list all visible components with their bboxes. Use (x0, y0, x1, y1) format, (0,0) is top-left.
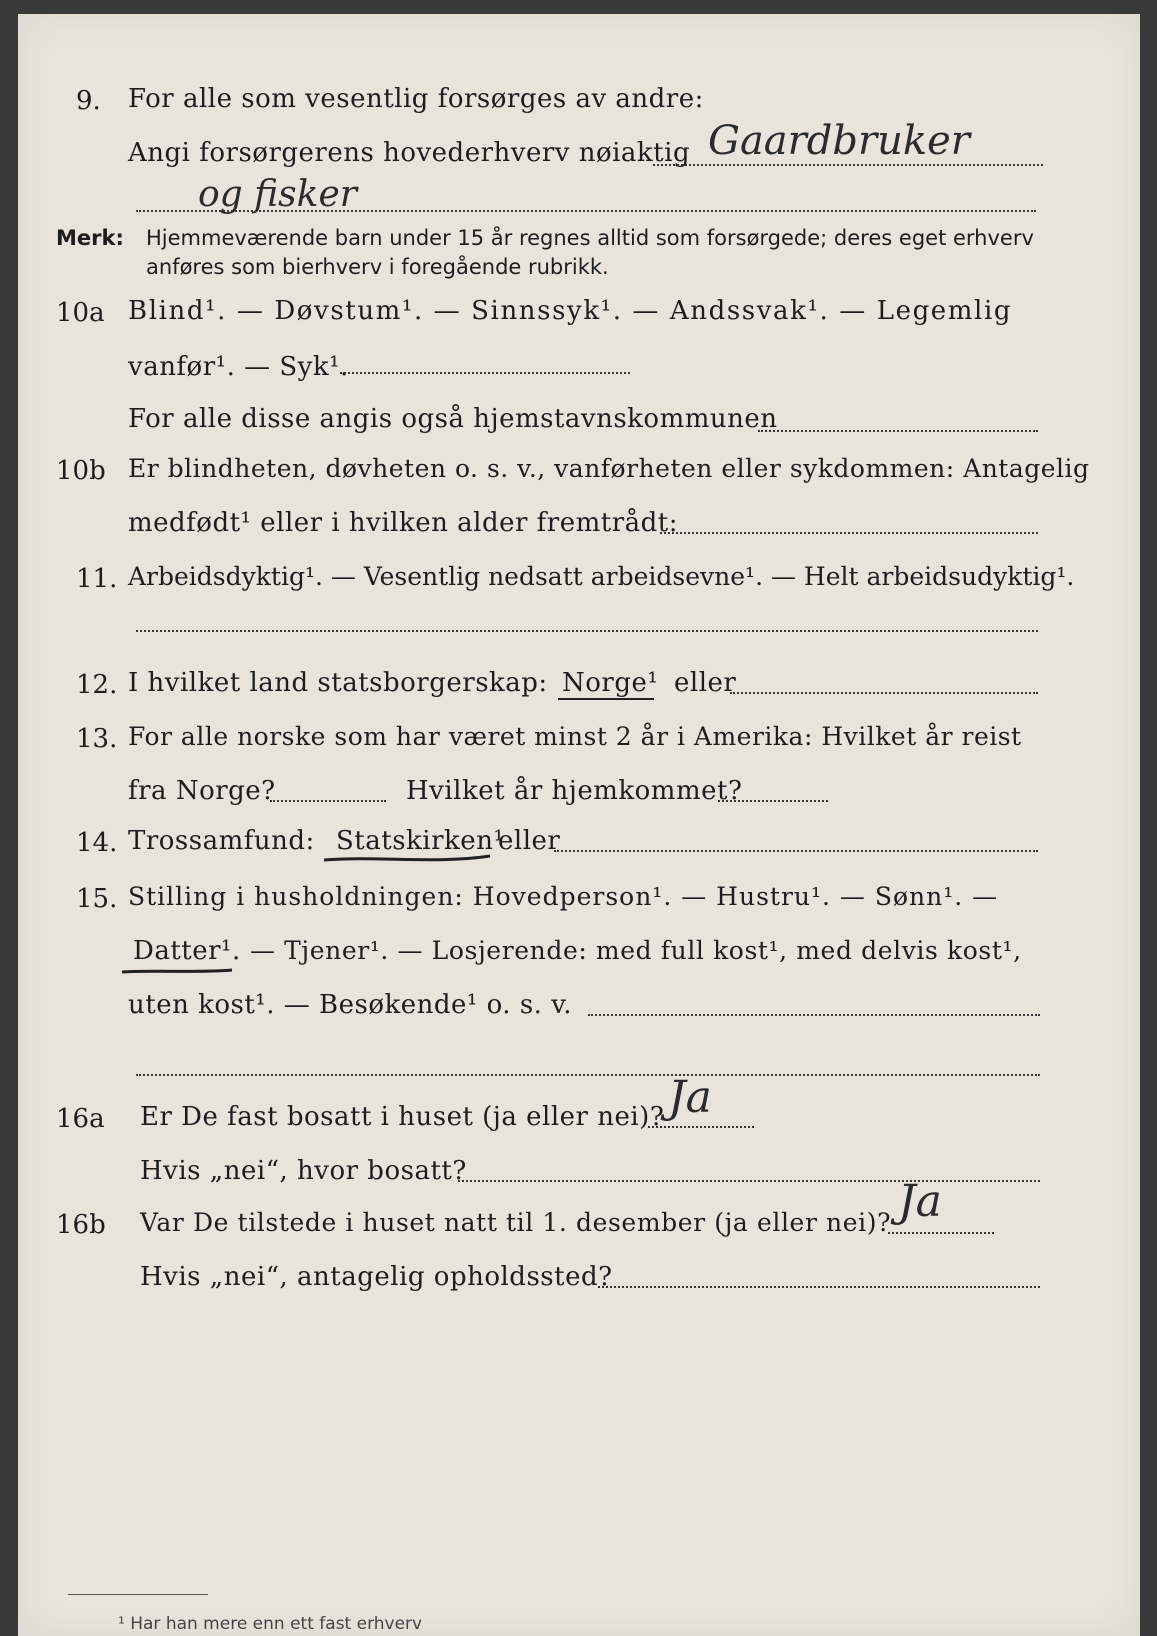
q16b-number: 16b (56, 1210, 106, 1240)
footnote-rule (68, 1594, 208, 1595)
q14-dotted-line (554, 850, 1038, 852)
q9-dotted-line-1 (653, 164, 1043, 166)
census-form-page (18, 14, 1140, 1636)
q10a-number: 10a (56, 298, 105, 328)
q12-eller: eller (674, 668, 737, 698)
q15-line3: uten kost¹. — Besøkende¹ o. s. v. (128, 990, 573, 1020)
q14-number: 14. (76, 828, 118, 858)
q10a-dotted-line-1 (340, 372, 630, 374)
q16b-dotted-line-2 (598, 1286, 1040, 1288)
q16a-dotted-line-1 (648, 1126, 754, 1128)
q12-number: 12. (76, 670, 118, 700)
q9-number: 9. (76, 86, 101, 116)
q16b-handwritten-answer: Ja (898, 1176, 942, 1227)
q14-eller: eller (498, 826, 561, 856)
q16a-number: 16a (56, 1104, 105, 1134)
q10b-line1: Er blindheten, døvheten o. s. v., vanførheten eller sykdommen: Antagelig (128, 454, 1090, 483)
q13-number: 13. (76, 724, 118, 754)
q11-line1: Arbeidsdyktig¹. — Vesentlig nedsatt arbeidsevne¹. — Helt arbeidsudyktig¹. (128, 562, 1075, 591)
q9-line1: For alle som vesentlig forsørges av andre: (128, 84, 704, 114)
q10b-dotted-line (660, 532, 1038, 534)
q10b-line2: medfødt¹ eller i hvilken alder fremtrådt: (128, 508, 678, 538)
q16b-line2: Hvis „nei“, antagelig opholdssted? (140, 1262, 613, 1292)
q15-dotted-line-1 (588, 1014, 1040, 1016)
q16b-dotted-line-1 (888, 1232, 994, 1234)
q11-dotted-line (136, 630, 1038, 632)
q10a-line1: Blind¹. — Døvstum¹. — Sinnssyk¹. — Andssvak¹. — Legemlig (128, 296, 1013, 326)
q16b-line1: Var De tilstede i huset natt til 1. desember (ja eller nei)? (140, 1208, 892, 1237)
q13-line1: For alle norske som har været minst 2 år i Amerika: Hvilket år reist (128, 722, 1022, 751)
q10b-number: 10b (56, 456, 106, 486)
q12-norge: Norge¹ (562, 668, 659, 698)
q9-line2: Angi forsørgerens hovederhverv nøiaktig (128, 138, 691, 168)
q15-number: 15. (76, 884, 118, 914)
q16a-handwritten-answer: Ja (668, 1072, 712, 1123)
q9-handwritten-answer-2: og fisker (198, 174, 357, 215)
q16a-dotted-line-2 (458, 1180, 1040, 1182)
q15-dotted-line-2 (136, 1074, 1040, 1076)
merk-label: Merk: (56, 226, 124, 250)
q15-line1: Stilling i husholdningen: Hovedperson¹. — Hustru¹. — Sønn¹. — (128, 882, 999, 911)
q10a-line2: vanfør¹. — Syk¹. (128, 352, 349, 382)
q14-statskirken: Statskirken¹ (336, 826, 505, 856)
q15-line2-rest: — Tjener¹. — Losjerende: med full kost¹, med delvis kost¹, (250, 936, 1022, 965)
q13-dotted-line-2 (718, 800, 828, 802)
footnote-text: ¹ Har han mere enn ett fast erhverv (118, 1614, 423, 1634)
q9-handwritten-answer-1: Gaardbruker (708, 118, 970, 164)
merk-line1: Hjemmeværende barn under 15 år regnes alltid som forsørgede; deres eget erhverv (146, 226, 1034, 250)
q16a-line2: Hvis „nei“, hvor bosatt? (140, 1156, 467, 1186)
q14-handwritten-underline (318, 850, 498, 866)
q15-datter: Datter¹. (133, 936, 241, 966)
q12-line1: I hvilket land statsborgerskap: (128, 668, 548, 698)
q13-line2b: Hvilket år hjemkommet? (406, 776, 743, 806)
q14-label: Trossamfund: (128, 826, 315, 856)
q10a-line3: For alle disse angis også hjemstavnskommunen (128, 404, 778, 434)
q13-dotted-line-1 (270, 800, 386, 802)
q11-number: 11. (76, 564, 118, 594)
q16a-line1: Er De fast bosatt i huset (ja eller nei)? (140, 1102, 665, 1132)
q10a-dotted-line-2 (758, 430, 1038, 432)
q12-dotted-line (730, 692, 1038, 694)
q13-line2a: fra Norge? (128, 776, 276, 806)
q15-handwritten-underline (118, 964, 238, 978)
q12-norge-underline (558, 698, 654, 700)
merk-line2: anføres som bierhverv i foregående rubrikk. (146, 255, 609, 279)
